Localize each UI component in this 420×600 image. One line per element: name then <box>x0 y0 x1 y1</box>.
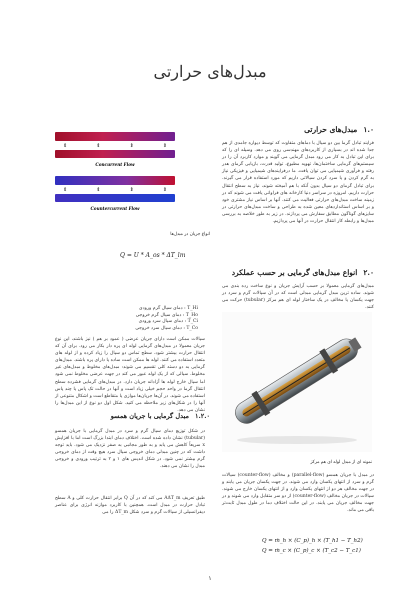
main-equation: Q = U * A_os * ΔT_lm <box>120 252 186 259</box>
heat-arrows-countercurrent: ⇕ ⇕ ⇕ ⇕ <box>63 187 167 193</box>
cold-fluid-bar-concurrent <box>55 150 175 158</box>
paragraph-classification: مبدل‌های گرمایی معمولا بر حسب آرایش جریان و نوع ساخت رده بندی می شوند. ساده ترین مبدل گرمایی مبدلی است که در آن سیالات گرم و سرد در جهت یکسان یا مخالف در یک ساختار لوله ای هم مرکز (tubular) حرکت می کنند. <box>222 284 374 311</box>
page-number: ۱ <box>208 575 212 582</box>
concurrent-flow-label: Concurrent Flow <box>95 162 135 167</box>
section-number-3: ۱.۲.۰ <box>195 412 210 420</box>
legend-item: T_Hi : دمای سیال گرم ورودی <box>138 306 198 311</box>
section-heading-2 <box>190 268 374 277</box>
section-heading-1 <box>250 125 374 134</box>
section-number-1: ۱.۰ <box>363 125 374 134</box>
heat-arrows-concurrent: ⇕ ⇕ ⇕ ⇕ <box>63 143 167 149</box>
section-number-2: ۲.۰ <box>363 268 374 277</box>
flow-figure-caption: انواع جریان در مبدل‌ها <box>170 232 210 237</box>
legend-item: T_Ho : دمای سیال گرم خروجی <box>135 312 198 318</box>
paragraph-flow-types: سیالات ممکن است دارای جریان عرضی ( عمود بر هم ) نیز باشند، این نوع جریان معمولا در مبدل‌های گرمایی لوله ای پره دار بکار می رود. برای آن که انتقال حرارت بیشتر شود، سطح تماس دو سیال را زیاد کرده و از لوله های متعدد استفاده می کنند. لوله ها ممکن است ساده یا دارای پره باشند. مبدل‌های گرمایی به دو دسته کلی تقسیم می شوند: مبدل‌های مخلوط و مبدل‌های غیر مخلوط. سیالی که از یک لوله عبور می کند در جهت عرضی مخلوط نمی شود اما سیال خارج لوله ها آزادانه جریان دارد. در مبدل‌های گرمایی فشرده سطح انتقال گرما در واحد حجم خیلی زیاد است و آنها در حالت تک پاس یا چند پاس استفاده می شوند. در آن‌ها جریان‌ها موازی یا متقاطع است و اشکال متنوعی از آنها را در شکل‌های زیر ملاحظه می کنید. شکل اول دو نوع از این مبدل‌ها را نشان می دهد. <box>55 337 205 413</box>
paragraph-flow-direction: در مبدل با جریان همسو (parallel-flow) و مخالف (counter-flow) سیالات گرم و سرد از انتهای یکسان وارد می شوند. در جهت یکسان جریان می یابند و در جهت مخالف هر دو از انتهای یکسان وارد و از انتهای یکسان خارج می شوند. سیالات در جریان مخالف (counter-flow) از دو سر متقابل وارد می شوند و در جهت مخالف جریان می یابند. در این حالت اختلاف دما در طول مبدل ثابت‌تر باقی می ماند. <box>222 473 374 514</box>
temperature-legend <box>88 306 198 332</box>
section-title-1: مبدل‌های حرارتی <box>304 125 358 134</box>
hot-fluid-bar-concurrent <box>55 132 175 141</box>
cold-fluid-bar-countercurrent <box>55 194 175 202</box>
paragraph-intro: فرایند تبادل گرما بین دو سیال با دماهای متفاوت که توسط دیواره جامدی از هم جدا شده اند در بسیاری از کاربردهای مهندسی روی می دهد. وسیله ای را که برای این تبادل به کار می رود مبدل گرمایی می گویند و موارد کاربرد آن را در سیستم‌های گرمایی ساختمان‌ها، تهویه مطبوع، تولید قدرت، بازیابی گرمای هدر رفته و فرآوری شیمیایی می توان یافت. ما درفرایندهای شیمیایی و فیزیکی نیاز به گرم کردن و یا سرد کردن سیالاتی داریم که مورد استفاده قرار می گیرند. برای تبادل گرمای دو سیال بدون آنکه با هم آمیخته شوند، نیاز به سطح انتقال حرارت داریم. امروزه در سراسر دنیا کارخانه های فراوانی یافت می شوند که در زمینه ساخت مبدل‌های حرارتی فعالیت می کنند. آنها بر اساس نیاز مشتری خود و بر اساس استانداردهای معین شده به طراحی و ساخت مبدل‌های حرارتی در سایزهای گوناگون مطابق سفارش می پردازند. در زیر به طور خلاصه به بررسی مبدل‌ها و رابطه کار انتقال حرارت در آنها می پردازیم. <box>222 141 374 225</box>
hot-fluid-bar-countercurrent <box>55 176 175 185</box>
legend-item: T_Co : دمای سیال سرد خروجی <box>135 325 198 331</box>
equation-hot-fluid: Q = ṁ_h × (C_p)_h × (T_h1 − T_h2) <box>262 538 363 544</box>
legend-item: T_Ci : دمای سیال سرد ورودی <box>138 319 198 325</box>
paragraph-definition: طبق تعریف AΔT_m می کند که در آن Q برابر انتقال حرارت کلی و A سطح تبادل حرارت در مبدل است. همچنین با کاربرد موازنه انرژی برای عناصر دیفرانسیلی از سیالات گرم و سرد شکل ΔT_m را می <box>55 496 205 516</box>
section-heading-3 <box>90 412 210 420</box>
flow-diagram <box>55 128 175 228</box>
countercurrent-flow-label: Countercurrent Flow <box>90 206 140 211</box>
tube-figure-caption: نمونه ای از مبدل لوله ای هم مرکز <box>310 460 372 465</box>
section-title-2: انواع مبدل‌های گرمایی بر حسب عملکرد <box>231 268 358 277</box>
section-title-3: مبدل گرمایی با جریان همسو <box>110 412 189 420</box>
tube-heat-exchanger-image <box>222 312 372 452</box>
chapter-title: مبدل‌های حرارتی <box>153 62 267 81</box>
equation-cold-fluid: Q = ṁ_c × (C_p)_c × (T_c2 − T_c1) <box>262 548 361 554</box>
paragraph-concurrent-flow: در شکل توزیع دمای سیال گرم و سرد در مبدل گرمایی با جریان همسو (tubular) نشان داده شده است. اختلاف دمای ابتدا بزرگ است اما با افزایش x سریعاً کاهش می یابد و به طور مجانبی به صفر نزدیک می شود. باید توجه داشت که در چنین مبدلی دمای خروجی سیال سرد هیچ وقت از دمای خروجی گرم بیشتر نمی شود. در شکل اندیس های ۱ و ۲ به ترتیب ورودی و خروجی مبدل را نشان می دهند. <box>55 429 205 470</box>
